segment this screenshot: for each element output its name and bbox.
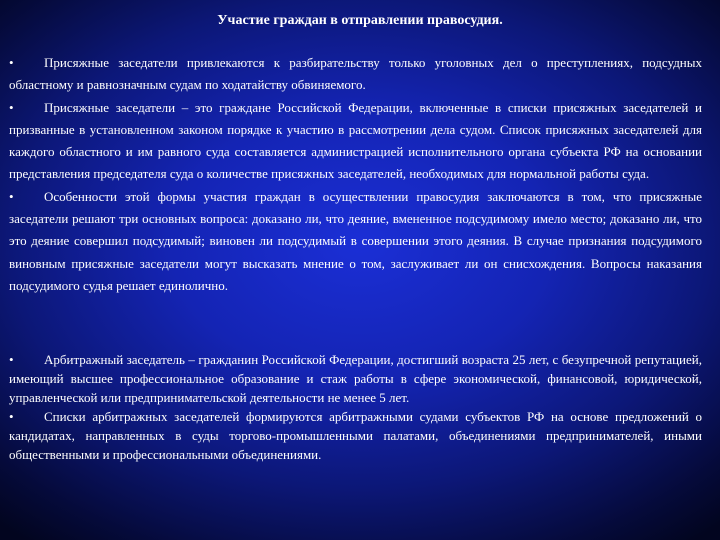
content-block-1 [9,52,702,297]
paragraph-4-text: Арбитражный заседатель – гражданин Российской Федерации, достигший возраста 25 лет, с безупречной репутацией, имеющий высшее профессиональное образование и стаж работы в сфере экономической, финансовой, юридической, управленческой или предпринимательской деятельности не менее 5 лет. [9,352,702,405]
bullet-marker: • [9,55,14,70]
paragraph-2-text: Присяжные заседатели – это граждане Российской Федерации, включенные в списки присяжных заседателей и призванные в установленном законом порядке к участию в рассмотрении дела судом. Список присяжных заседателей для каждого областного и им равного суда составляется администрацией исполнительного органа субъекта РФ на основании представления председателя суда о количестве присяжных заседателей, необходимых для нормальной работы суда. [9,99,702,182]
paragraph-5-text: Списки арбитражных заседателей формируются арбитражными судами субъектов РФ на основе предложений о кандидатах, направленных в суды торгово-промышленными палатами, объединениями предпринимателей, иными общественными и профессиональными объединениями. [9,409,702,462]
paragraph-5 [9,407,702,464]
slide-title: Участие граждан в отправлении правосудия. [217,13,503,28]
paragraph-4 [9,350,702,407]
paragraph-3 [9,186,702,297]
paragraph-1 [9,52,702,97]
paragraph-1-text: Присяжные заседатели привлекаются к разбирательству только уголовных дел о преступлениях, подсудных областному и равнозначным судам по ходатайству обвиняемого. [9,55,702,93]
bullet-marker: • [9,188,14,204]
bullet-marker: • [9,99,14,115]
paragraph-3-text: Особенности этой формы участия граждан в осуществлении правосудия заключаются в том, что присяжные заседатели решают три основных вопроса: доказано ли, что деяние, вмененное подсудимому имело место; доказано ли, что это деяние совершил подсудимый; виновен ли подсудимый в совершении этого деяния. В случае признания подсудимого виновным присяжные заседатели могут высказать мнение о том, заслуживает ли он снисхождения. Вопросы наказания подсудимого судья решает единолично. [9,188,702,293]
bullet-marker: • [9,409,14,424]
content-block-2 [9,350,702,464]
paragraph-2 [9,97,702,186]
bullet-marker: • [9,352,14,367]
